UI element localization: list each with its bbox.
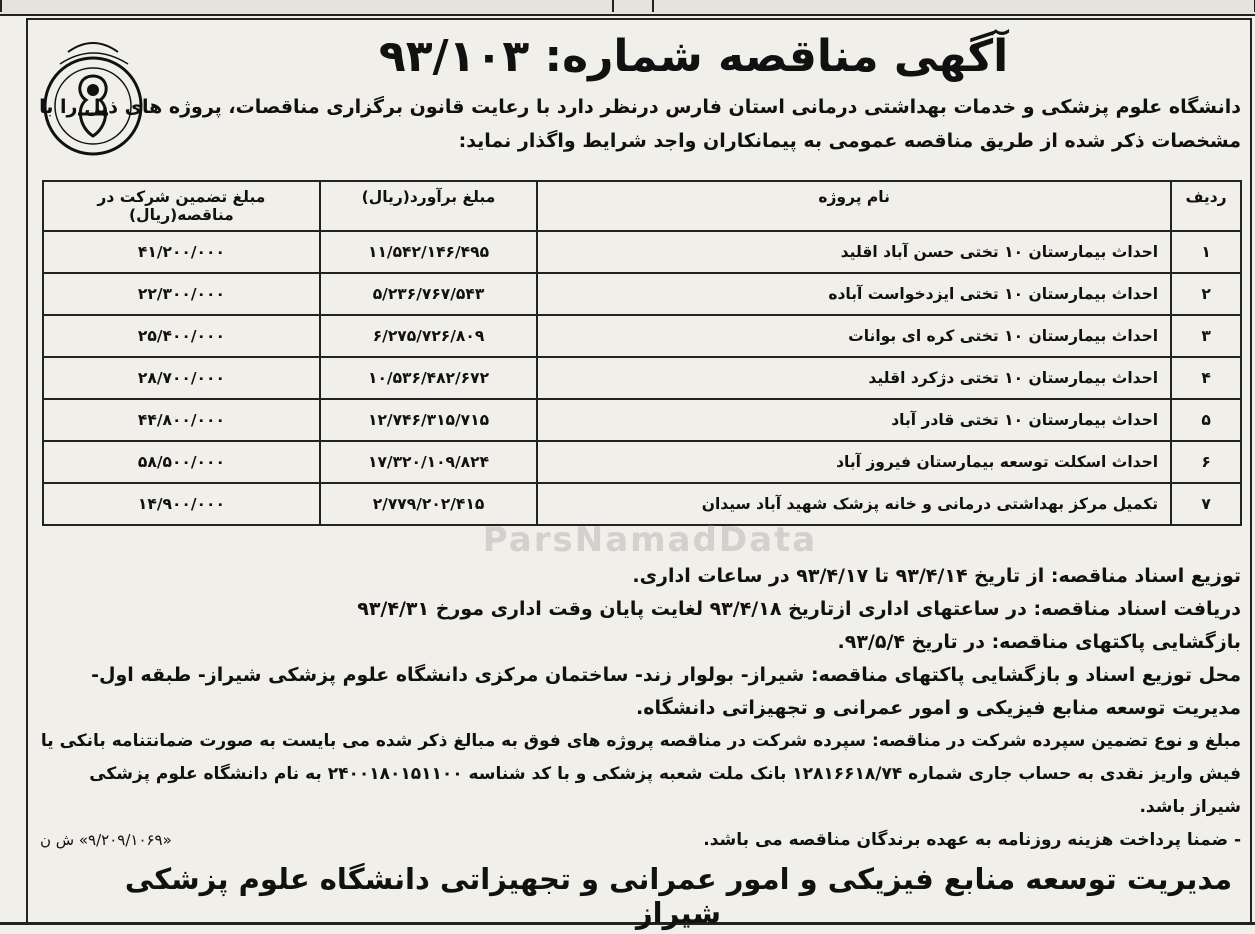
header-bond: مبلغ تضمین شرکت در مناقصه(ریال) <box>43 181 320 231</box>
estimate-amount: ۵/۲۳۶/۷۶۷/۵۴۳ <box>320 273 537 315</box>
bond-amount: ۴۴/۸۰۰/۰۰۰ <box>43 399 320 441</box>
estimate-amount: ۱۰/۵۳۶/۴۸۲/۶۷۲ <box>320 357 537 399</box>
newspaper-fee-note: - ضمنا پرداخت هزینه روزنامه به عهده برندگان مناقصه می باشد. <box>703 830 1241 850</box>
row-number: ۷ <box>1171 483 1241 525</box>
opening-label: بازگشایی پاکتهای مناقصه: <box>991 631 1241 653</box>
table-row <box>43 315 1241 357</box>
distribution-paragraph <box>40 560 1241 593</box>
footer-signature: مدیریت توسعه منابع فیزیکی و امور عمرانی و تجهیزاتی دانشگاه علوم پزشکی شیراز <box>124 862 1233 930</box>
projects-table <box>42 180 1242 526</box>
table-row <box>43 273 1241 315</box>
opening-text: در تاریخ ۹۳/۵/۴. <box>837 631 985 653</box>
row-number: ۱ <box>1171 231 1241 273</box>
table-row <box>43 231 1241 273</box>
row-number: ۵ <box>1171 399 1241 441</box>
intro-paragraph <box>28 90 1241 158</box>
location-label: محل توزیع اسناد و بازگشایی پاکتهای مناقصه: <box>810 664 1241 686</box>
table-row <box>43 441 1241 483</box>
table-row <box>43 357 1241 399</box>
project-name: تکمیل مرکز بهداشتی درمانی و خانه پزشک شهید آباد سیدان <box>537 483 1171 525</box>
tender-title: آگهی مناقصه شماره: ۹۳/۱۰۳ <box>378 31 1009 82</box>
top-strip-right <box>652 0 1255 12</box>
estimate-amount: ۱۱/۵۴۲/۱۴۶/۴۹۵ <box>320 231 537 273</box>
bond-amount: ۲۵/۴۰۰/۰۰۰ <box>43 315 320 357</box>
distribution-label: توزیع اسناد مناقصه: <box>1050 565 1241 587</box>
deposit-text: سپرده شرکت در مناقصه پروژه های فوق به مبالغ ذکر شده می بایست به صورت ضمانتنامه بانکی یا فیش واریز نقدی به حساب جاری شماره ۱۲۸۱۶۶۱۸/۷۴ بانک ملت شعبه پزشکی و با کد شناسه ۲۴۰۰۱۸۰۱۵۱۱۰۰ به نام دانشگاه علوم پزشکی شیراز باشد. <box>40 731 1241 817</box>
row-number: ۳ <box>1171 315 1241 357</box>
opening-paragraph <box>40 626 1241 659</box>
bond-amount: ۵۸/۵۰۰/۰۰۰ <box>43 441 320 483</box>
estimate-amount: ۲/۷۷۹/۲۰۲/۴۱۵ <box>320 483 537 525</box>
table-row <box>43 483 1241 525</box>
location-text: شیراز- بولوار زند- ساختمان مرکزی دانشگاه علوم پزشکی شیراز- طبقه اول- مدیریت توسعه منابع فیزیکی و امور عمرانی و تجهیزاتی دانشگاه. <box>91 664 1241 719</box>
project-name: احداث بیمارستان ۱۰ تختی حسن آباد اقلید <box>537 231 1171 273</box>
watermark: ParsNamadData <box>482 520 818 560</box>
project-name: احداث بیمارستان ۱۰ تختی کره ای بوانات <box>537 315 1171 357</box>
table-row <box>43 399 1241 441</box>
table-header-row <box>43 181 1241 231</box>
location-paragraph <box>40 659 1241 725</box>
receipt-paragraph <box>40 593 1241 626</box>
bond-amount: ۱۴/۹۰۰/۰۰۰ <box>43 483 320 525</box>
project-name: احداث بیمارستان ۱۰ تختی ایزدخواست آباده <box>537 273 1171 315</box>
header-project-name: نام پروژه <box>537 181 1171 231</box>
row-number: ۲ <box>1171 273 1241 315</box>
intro-line-2: مشخصات ذکر شده از طریق مناقصه عمومی به پیمانکاران واجد شرایط واگذار نماید: <box>458 130 1241 152</box>
row-number: ۶ <box>1171 441 1241 483</box>
project-name: احداث اسکلت توسعه بیمارستان فیروز آباد <box>537 441 1171 483</box>
row-number: ۴ <box>1171 357 1241 399</box>
top-strip-left <box>0 0 614 12</box>
tender-details <box>40 560 1241 857</box>
deposit-label: مبلغ و نوع تضمین سپرده شرکت در مناقصه: <box>872 731 1241 751</box>
intro-line-1: دانشگاه علوم پزشکی و خدمات بهداشتی درمانی استان فارس درنظر دارد با رعایت قانون برگزاری مناقصات، پروژه های ذیل را با <box>39 96 1241 118</box>
estimate-amount: ۶/۲۷۵/۷۲۶/۸۰۹ <box>320 315 537 357</box>
project-name: احداث بیمارستان ۱۰ تختی قادر آباد <box>537 399 1171 441</box>
top-strip <box>0 0 1255 16</box>
header-row-number: ردیف <box>1171 181 1241 231</box>
deposit-paragraph <box>40 725 1241 824</box>
receipt-text: در ساعتهای اداری ازتاریخ ۹۳/۴/۱۸ لغایت پایان وقت اداری مورخ ۹۳/۴/۳۱ <box>357 598 1027 620</box>
distribution-text: از تاریخ ۹۳/۴/۱۴ تا ۹۳/۴/۱۷ در ساعات اداری. <box>632 565 1045 587</box>
receipt-label: دریافت اسناد مناقصه: <box>1033 598 1241 620</box>
bond-amount: ۲۸/۷۰۰/۰۰۰ <box>43 357 320 399</box>
estimate-amount: ۱۲/۷۴۶/۳۱۵/۷۱۵ <box>320 399 537 441</box>
estimate-amount: ۱۷/۳۲۰/۱۰۹/۸۲۴ <box>320 441 537 483</box>
note-line <box>40 824 1241 857</box>
header-estimate: مبلغ برآورد(ریال) <box>320 181 537 231</box>
bond-amount: ۴۱/۲۰۰/۰۰۰ <box>43 231 320 273</box>
bond-amount: ۲۲/۳۰۰/۰۰۰ <box>43 273 320 315</box>
project-name: احداث بیمارستان ۱۰ تختی دژکرد اقلید <box>537 357 1171 399</box>
reference-number: «۹/۲۰۹/۱۰۶۹» ش ن <box>40 831 172 849</box>
